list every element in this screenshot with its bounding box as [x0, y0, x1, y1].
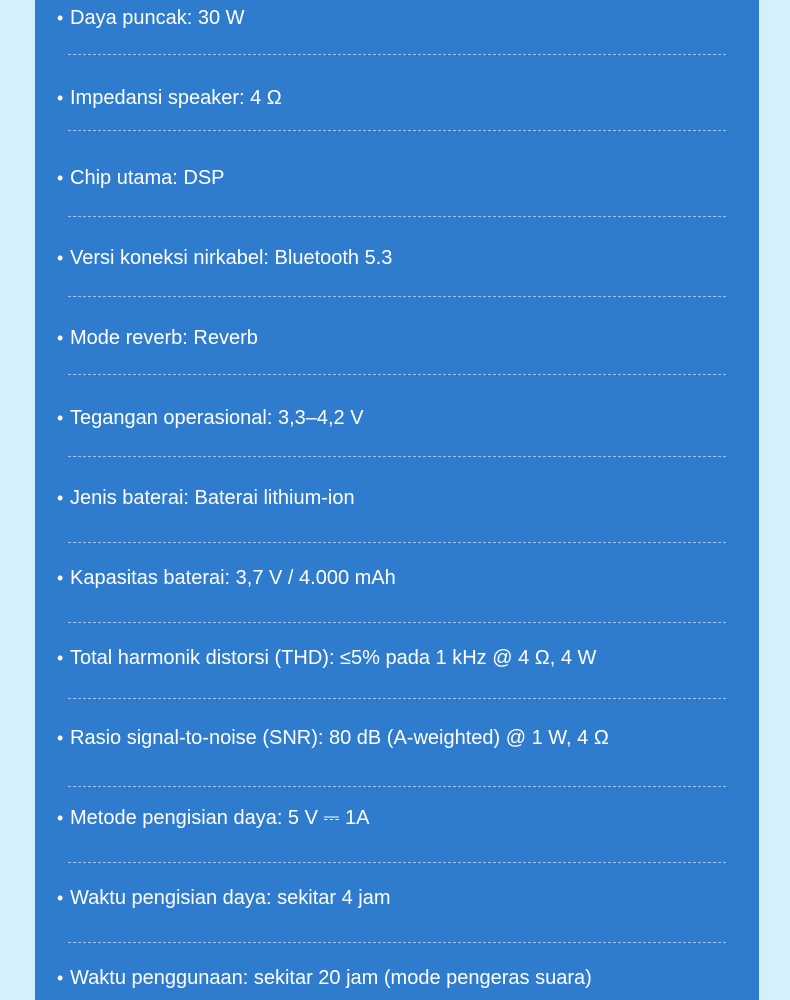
bullet-icon: • [57, 888, 64, 908]
dashed-divider [68, 374, 726, 375]
bullet-icon: • [57, 968, 64, 988]
spec-item-voltage [57, 403, 737, 433]
dashed-divider [68, 54, 726, 55]
spec-item-battery-type [57, 483, 737, 513]
spec-text: Metode pengisian daya: 5 V ⎓ 1A [70, 807, 370, 829]
spec-text: Kapasitas baterai: 3,7 V / 4.000 mAh [70, 567, 396, 589]
spec-item-thd [57, 643, 737, 673]
bullet-icon: • [57, 568, 64, 588]
bullet-icon: • [57, 8, 64, 28]
bullet-icon: • [57, 648, 64, 668]
dashed-divider [68, 216, 726, 217]
spec-item-charging-time [57, 883, 737, 913]
spec-text: Jenis baterai: Baterai lithium-ion [70, 487, 355, 509]
dashed-divider [68, 698, 726, 699]
spec-text: Mode reverb: Reverb [70, 327, 258, 349]
spec-item-charging-method [57, 803, 737, 833]
spec-item-usage-time [57, 963, 737, 993]
spec-text: Waktu pengisian daya: sekitar 4 jam [70, 887, 391, 909]
spec-text: Total harmonik distorsi (THD): ≤5% pada 1 kHz @ 4 Ω, 4 W [70, 647, 597, 669]
spec-text: Impedansi speaker: 4 Ω [70, 87, 282, 109]
bullet-icon: • [57, 488, 64, 508]
bullet-icon: • [57, 168, 64, 188]
spec-item-snr [57, 723, 737, 753]
spec-item-peak-power [57, 3, 737, 33]
bullet-icon: • [57, 248, 64, 268]
dashed-divider [68, 786, 726, 787]
spec-item-reverb [57, 323, 737, 353]
dashed-divider [68, 130, 726, 131]
spec-text: Waktu penggunaan: sekitar 20 jam (mode pengeras suara) [70, 967, 592, 989]
bullet-icon: • [57, 88, 64, 108]
spec-item-impedance [57, 83, 737, 113]
bullet-icon: • [57, 328, 64, 348]
bullet-icon: • [57, 808, 64, 828]
dashed-divider [68, 862, 726, 863]
dashed-divider [68, 622, 726, 623]
spec-text: Daya puncak: 30 W [70, 7, 245, 29]
spec-text: Chip utama: DSP [70, 167, 225, 189]
spec-text: Tegangan operasional: 3,3–4,2 V [70, 407, 364, 429]
spec-item-bluetooth [57, 243, 737, 273]
spec-text: Rasio signal-to-noise (SNR): 80 dB (A-weighted) @ 1 W, 4 Ω [70, 727, 609, 749]
dashed-divider [68, 542, 726, 543]
spec-panel [35, 0, 759, 1000]
bullet-icon: • [57, 408, 64, 428]
bullet-icon: • [57, 728, 64, 748]
spec-text: Versi koneksi nirkabel: Bluetooth 5.3 [70, 247, 393, 269]
spec-item-battery-capacity [57, 563, 737, 593]
dashed-divider [68, 942, 726, 943]
spec-item-chip [57, 163, 737, 193]
dashed-divider [68, 456, 726, 457]
dashed-divider [68, 296, 726, 297]
